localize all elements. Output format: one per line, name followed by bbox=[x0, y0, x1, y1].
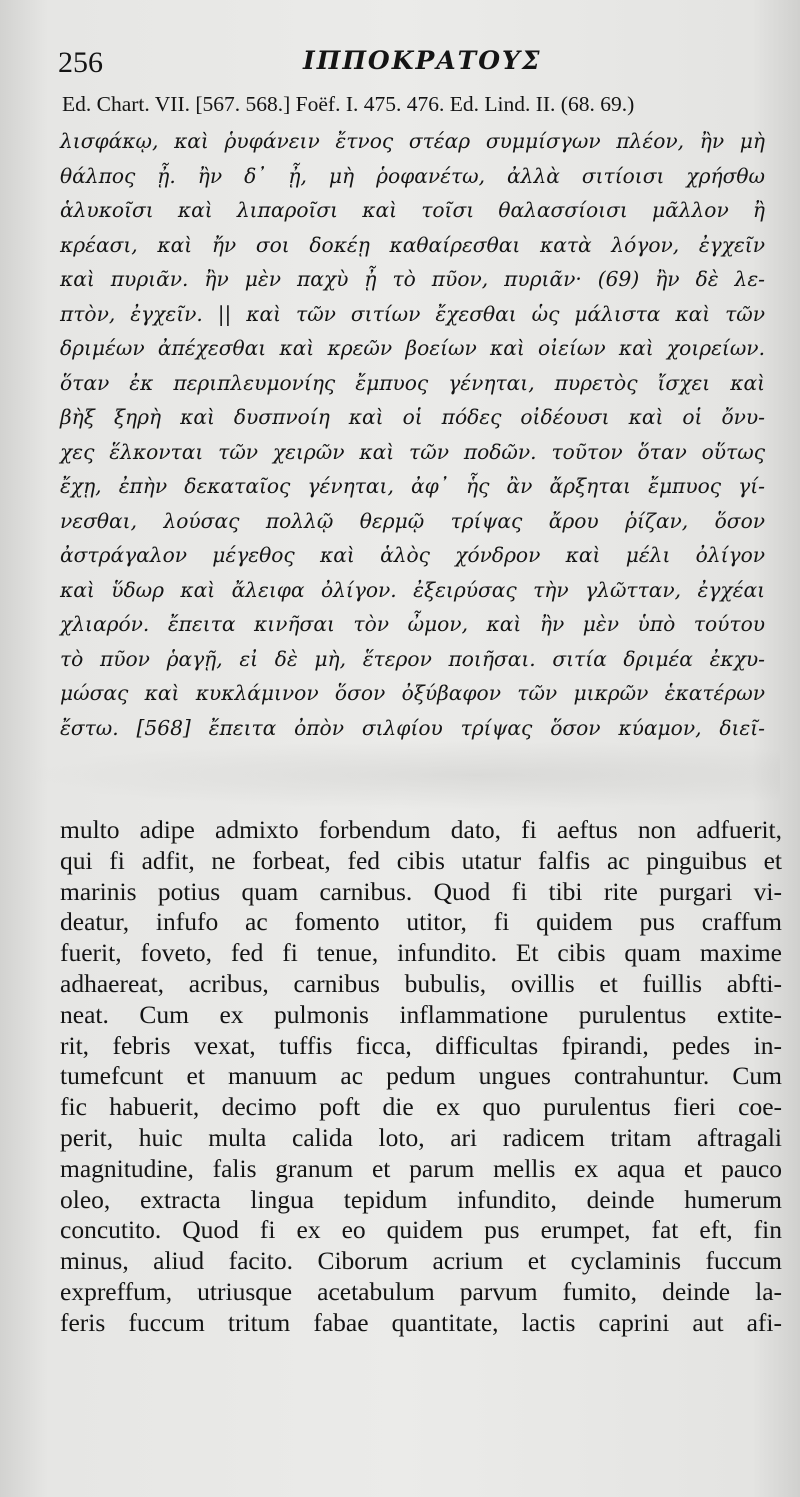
latin-line: concutito. Quod fi ex eo quidem pus erumpet, fat eft, fin bbox=[60, 1215, 782, 1245]
greek-line: βὴξ ξηρὴ καὶ δυσπνοίη καὶ οἱ πόδες οἰδέουσι καὶ οἱ ὄνυ- bbox=[60, 405, 765, 429]
latin-line: oleo, extracta lingua tepidum infundito, deinde humerum bbox=[60, 1184, 782, 1214]
latin-line: magnitudine, falis granum et parum mellis ex aqua et pauco bbox=[60, 1153, 782, 1183]
greek-line: ἀστράγαλον μέγεθος καὶ ἁλὸς χόνδρον καὶ μέλι ὀλίγον bbox=[60, 543, 765, 567]
latin-line: deatur, infufo ac fomento utitor, fi quidem pus craffum bbox=[60, 907, 782, 937]
latin-line: rit, febris vexat, tuffis ficca, difficultas fpirandi, pedes in- bbox=[60, 1030, 782, 1060]
greek-text-block bbox=[60, 124, 765, 745]
latin-line: expreffum, utriusque acetabulum parvum fumito, deinde la- bbox=[60, 1276, 782, 1306]
greek-line: δριμέων ἀπέχεσθαι καὶ κρεῶν βοείων καὶ οἰείων καὶ χοιρείων. bbox=[60, 336, 765, 360]
greek-line: καὶ ὕδωρ καὶ ἄλειφα ὀλίγον. ἐξειρύσας τὴν γλῶτταν, ἐγχέαι bbox=[60, 577, 765, 602]
latin-line: neat. Cum ex pulmonis inflammatione purulentus extite- bbox=[60, 999, 782, 1029]
greek-line: νεσθαι, λούσας πολλῷ θερμῷ τρίψας ἄρου ῥίζαν, ὅσον bbox=[60, 508, 765, 533]
latin-line: fic habuerit, decimo poft die ex quo purulentus fieri coe- bbox=[60, 1092, 782, 1122]
page-header bbox=[58, 44, 760, 84]
greek-line: ὅταν ἐκ περιπλευμονίης ἔμπυος γένηται, πυρετὸς ἴσχει καὶ bbox=[60, 370, 765, 395]
greek-line: λισφάκῳ, καὶ ῥυφάνειν ἔτνος στέαρ συμμίσγων πλέον, ἢν μὴ bbox=[60, 129, 765, 153]
greek-line: κρέασι, καὶ ἤν σοι δοκέῃ καθαίρεσθαι κατὰ λόγον, ἐγχεῖν bbox=[60, 232, 765, 257]
greek-line: πτὸν, ἐγχεῖν. || καὶ τῶν σιτίων ἔχεσθαι ὡς μάλιστα καὶ τῶν bbox=[60, 301, 765, 326]
latin-line: fuerit, foveto, fed fi tenue, infundito. Et cibis quam maxime bbox=[60, 938, 782, 968]
greek-line: ἔστω. [568] ἔπειτα ὀπὸν σιλφίου τρίψας ὅσον κύαμον, διεῖ- bbox=[60, 715, 765, 740]
latin-line: feris fuccum tritum fabae quantitate, lactis caprini aut afi- bbox=[60, 1307, 782, 1337]
greek-line: θάλπος ᾖ. ἢν δ᾽ ᾖ, μὴ ῥοφανέτω, ἀλλὰ σιτίοισι χρήσθω bbox=[60, 163, 765, 188]
greek-line: ἔχῃ, ἐπὴν δεκαταῖος γένηται, ἀφ᾽ ἧς ἂν ἄρξηται ἔμπυος γί- bbox=[60, 474, 765, 498]
running-title: ΙΠΠΟΚΡΑΤΟΥΣ bbox=[303, 46, 542, 75]
page-number: 256 bbox=[58, 46, 103, 79]
latin-text-block bbox=[60, 815, 782, 1339]
greek-line: τὸ πῦον ῥαγῇ, εἰ δὲ μὴ, ἕτερον ποιῆσαι. σιτία δριμέα ἐκχυ- bbox=[60, 646, 765, 671]
page-smudge bbox=[20, 740, 780, 810]
greek-line: μώσας καὶ κυκλάμινον ὅσον ὀξύβαφον τῶν μικρῶν ἑκατέρων bbox=[60, 681, 765, 705]
latin-line: adhaereat, acribus, carnibus bubulis, ovillis et fuillis abfti- bbox=[60, 968, 782, 998]
latin-line: multo adipe admixto forbendum dato, fi aeftus non adfuerit, bbox=[60, 815, 782, 844]
latin-line: perit, huic multa calida loto, ari radicem tritam aftragali bbox=[60, 1122, 782, 1152]
greek-line: ἁλυκοῖσι καὶ λιπαροῖσι καὶ τοῖσι θαλασσίοισι μᾶλλον ἢ bbox=[60, 198, 765, 222]
latin-line: tumefcunt et manuum ac pedum ungues contrahuntur. Cum bbox=[60, 1061, 782, 1091]
greek-line: χλιαρόν. ἔπειτα κινῆσαι τὸν ὦμον, καὶ ἢν μὲν ὑπὸ τούτου bbox=[60, 612, 765, 636]
greek-line: καὶ πυριᾶν. ἢν μὲν παχὺ ᾖ τὸ πῦον, πυριᾶν· (69) ἢν δὲ λε- bbox=[60, 267, 765, 291]
greek-line: χες ἕλκονται τῶν χειρῶν καὶ τῶν ποδῶν. τοῦτον ὅταν οὕτως bbox=[60, 439, 765, 464]
latin-line: minus, aliud facito. Ciborum acrium et cyclaminis fuccum bbox=[60, 1246, 782, 1276]
latin-line: marinis potius quam carnibus. Quod fi tibi rite purgari vi- bbox=[60, 876, 782, 906]
edition-reference-line: Ed. Chart. VII. [567. 568.] Foëf. I. 475. 476. Ed. Lind. II. (68. 69.) bbox=[62, 92, 635, 116]
latin-line: qui fi adfit, ne forbeat, fed cibis utatur falfis ac pinguibus et bbox=[60, 845, 782, 875]
